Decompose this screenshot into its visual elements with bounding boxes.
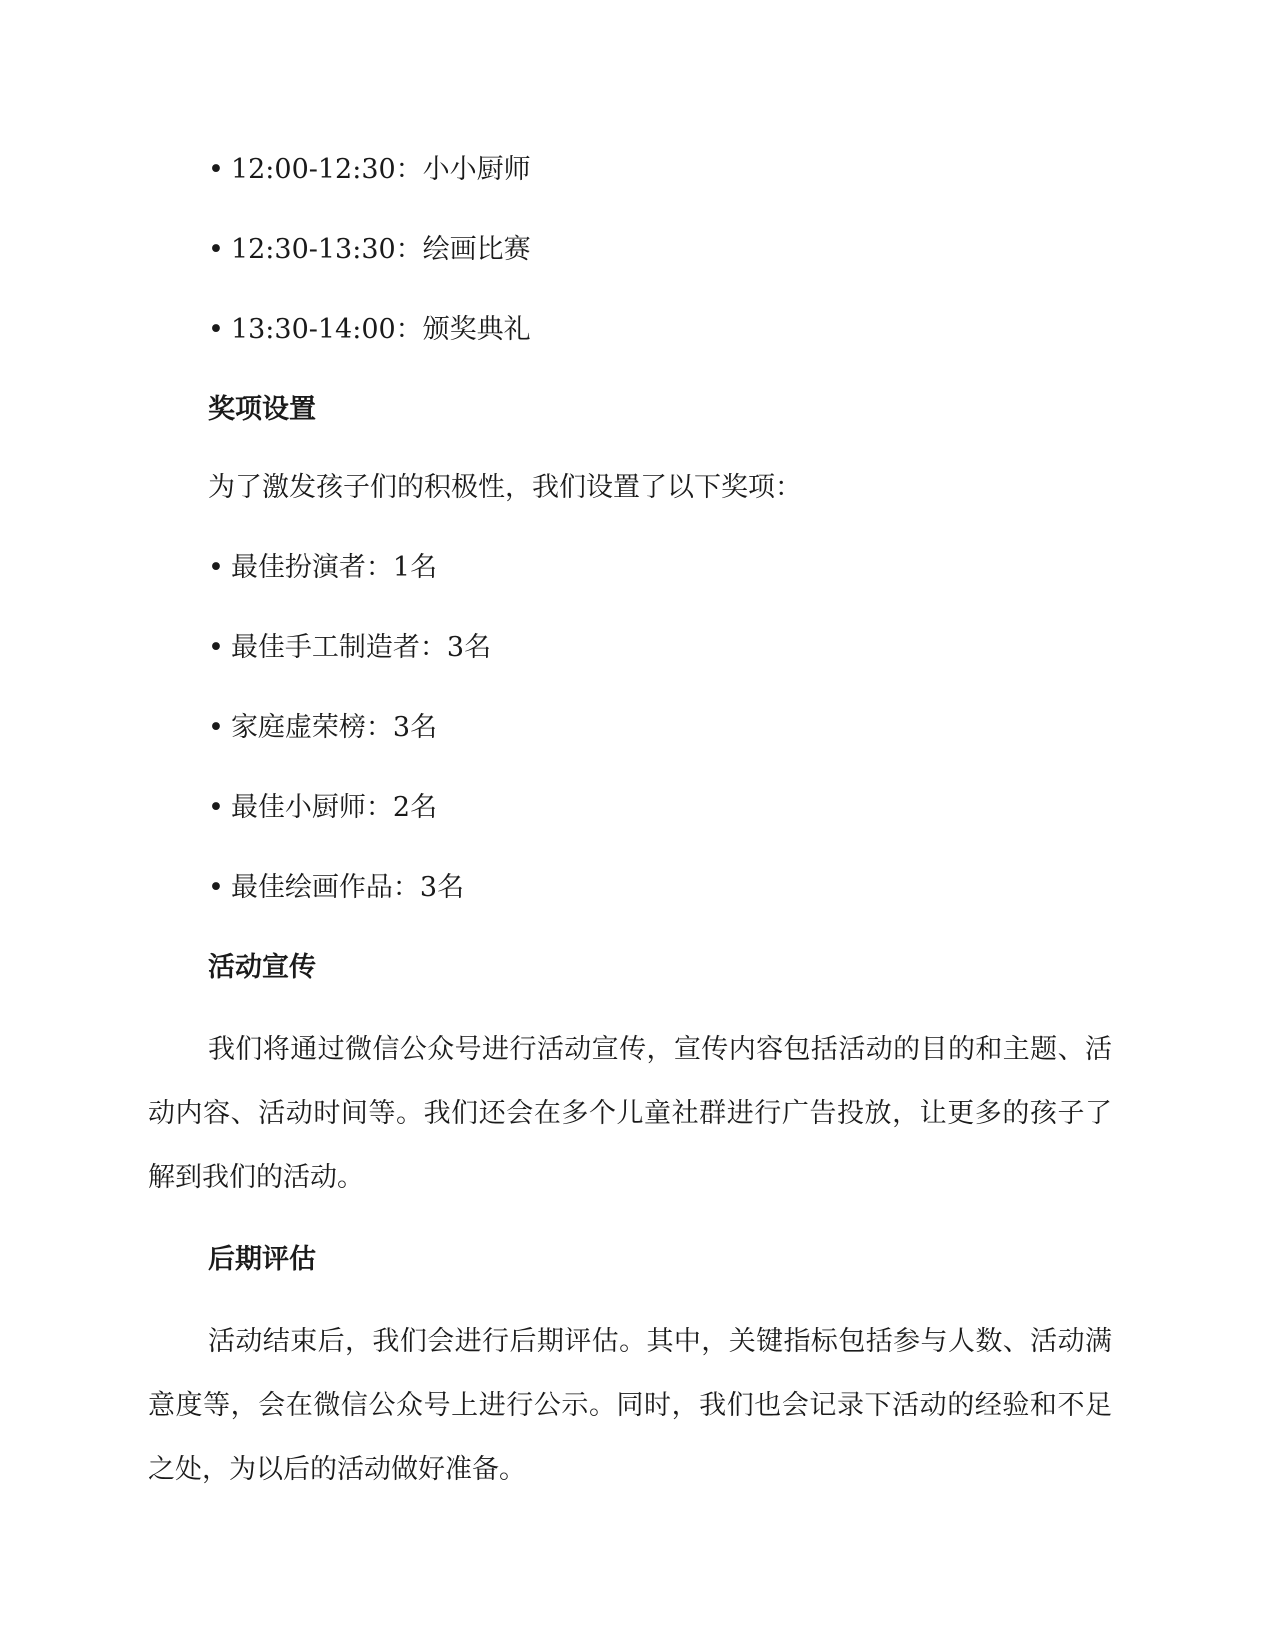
award-item [148, 868, 1112, 908]
bullet-icon: • [208, 792, 224, 823]
bullet-icon: • [208, 632, 224, 663]
schedule-item [148, 150, 1112, 190]
awards-heading: 奖项设置 [208, 394, 316, 425]
schedule-item [148, 230, 1112, 270]
bullet-icon: • [208, 154, 224, 185]
award-item [148, 548, 1112, 588]
award-item [148, 628, 1112, 668]
bullet-icon: • [208, 712, 224, 743]
award-item-text: 最佳小厨师：2名 [230, 792, 438, 823]
bullet-icon: • [208, 314, 224, 345]
schedule-item-text: 12:30-13:30：绘画比赛 [230, 234, 531, 265]
bullet-icon: • [208, 552, 224, 583]
schedule-item [148, 310, 1112, 350]
schedule-item-text: 13:30-14:00：颁奖典礼 [230, 314, 531, 345]
award-item-text: 最佳手工制造者：3名 [230, 632, 492, 663]
award-item-text: 最佳扮演者：1名 [230, 552, 438, 583]
awards-intro: 为了激发孩子们的积极性，我们设置了以下奖项： [208, 472, 802, 503]
bullet-icon: • [208, 872, 224, 903]
award-item [148, 788, 1112, 828]
award-item-text: 家庭虚荣榜：3名 [230, 712, 438, 743]
schedule-item-text: 12:00-12:30：小小厨师 [230, 154, 531, 185]
promotion-paragraph: 我们将通过微信公众号进行活动宣传，宣传内容包括活动的目的和主题、活动内容、活动时间等。我们还会在多个儿童社群进行广告投放，让更多的孩子了解到我们的活动。 [148, 1034, 1112, 1193]
evaluation-heading: 后期评估 [208, 1244, 316, 1275]
award-item-text: 最佳绘画作品：3名 [230, 872, 465, 903]
bullet-icon: • [208, 234, 224, 265]
promotion-heading: 活动宣传 [208, 952, 316, 983]
evaluation-paragraph: 活动结束后，我们会进行后期评估。其中，关键指标包括参与人数、活动满意度等，会在微信公众号上进行公示。同时，我们也会记录下活动的经验和不足之处，为以后的活动做好准备。 [148, 1326, 1112, 1485]
award-item [148, 708, 1112, 748]
